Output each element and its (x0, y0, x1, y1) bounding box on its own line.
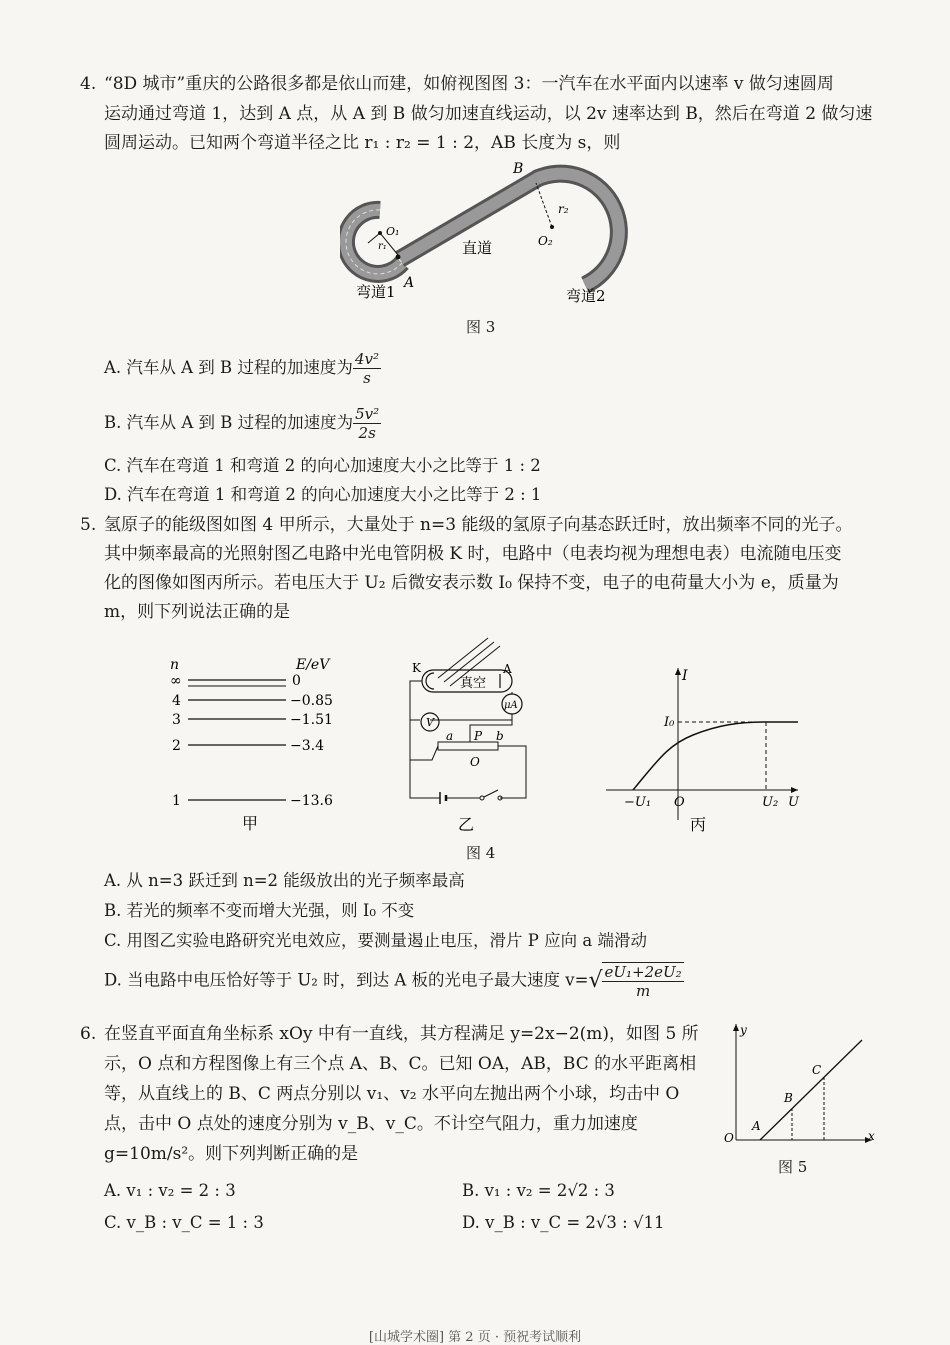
svg-text:−1.51: −1.51 (290, 712, 333, 728)
microammeter-label: μA (504, 700, 518, 711)
q5-line-4: m，则下列说法正确的是 (104, 602, 291, 622)
q6-number: 6. (80, 1024, 97, 1044)
label-r2: r₂ (558, 202, 569, 216)
svg-text:3: 3 (172, 712, 181, 728)
voltmeter-label: V (426, 716, 434, 729)
q5-number: 5. (80, 515, 97, 535)
q5-option-c: C. 用图乙实验电路研究光电效应，要测量遏止电压，滑片 P 应向 a 端滑动 (104, 931, 647, 950)
yi-caption: 乙 (458, 815, 475, 834)
figure-4-jia-energy-levels (160, 655, 350, 835)
figure-5-line-graph (720, 1018, 880, 1178)
level-inf (170, 673, 301, 689)
level-4 (172, 686, 333, 709)
q4-option-a: A. 汽车从 A 到 B 过程的加速度为 $\frac{\text{4v²}}{s}$ (104, 350, 379, 387)
svg-text:0: 0 (292, 673, 301, 689)
level-2 (172, 738, 324, 754)
q5-option-b: B. 若光的频率不变而增大光强，则 I₀ 不变 (104, 901, 415, 920)
q6-option-b: B. v₁ : v₂ = 2√2 : 3 (462, 1181, 615, 1200)
level-3 (172, 712, 333, 728)
q6-option-d: D. v_B : v_C = 2√3 : √11 (462, 1213, 665, 1232)
label-curve-2: 弯道2 (566, 287, 606, 305)
svg-text:−0.85: −0.85 (290, 693, 333, 709)
q4-option-d: D. 汽车在弯道 1 和弯道 2 的向心加速度大小之比等于 2 : 1 (104, 485, 542, 504)
q6-option-a: A. v₁ : v₂ = 2 : 3 (104, 1181, 236, 1200)
q4-option-c: C. 汽车在弯道 1 和弯道 2 的向心加速度大小之比等于 1 : 2 (104, 456, 541, 475)
label-P: P (474, 729, 483, 743)
q5-line-3: 化的图像如图丙所示。若电压大于 U₂ 后微安表示数 I₀ 保持不变，电子的电荷量大小为 e，质量为 (104, 573, 839, 593)
label-O1: O₁ (386, 225, 400, 238)
axis-y-label: y (740, 1023, 747, 1037)
q5-option-d: D. 当电路中电压恰好等于 U₂ 时，到达 A 板的光电子最大速度 v=√ $\frac{\text{eU₁+2eU₂}}{m}$ (104, 963, 682, 1000)
label-U2: U₂ (762, 795, 779, 810)
label-A-plate: A (503, 662, 512, 676)
level-1 (172, 793, 333, 809)
point-B-label: B (784, 1091, 793, 1105)
svg-text:−3.4: −3.4 (290, 738, 324, 754)
label-O-mid: O (470, 755, 480, 769)
q4-number: 4. (80, 74, 97, 94)
q6-line-5: g=10m/s²。则下列判断正确的是 (104, 1144, 359, 1164)
label-curve-1: 弯道1 (356, 283, 396, 301)
jia-caption: 甲 (242, 814, 259, 833)
label-I: I (682, 668, 688, 684)
label-I0: I₀ (664, 715, 675, 730)
label-b: b (496, 729, 504, 743)
q4-line-3: 圆周运动。已知两个弯道半径之比 r₁ : r₂ = 1 : 2，AB 长度为 s，则 (104, 133, 621, 153)
label-U: U (788, 795, 799, 810)
figure-3-caption: 图 3 (466, 318, 496, 336)
bing-caption: 丙 (690, 815, 707, 834)
figure-4-bing-iu-graph (598, 660, 808, 835)
e-axis-label: E/eV (296, 657, 330, 673)
n-axis-label: n (170, 657, 180, 673)
q4-line-1: “8D 城市”重庆的公路很多都是依山而建，如俯视图图 3：一汽车在水平面内以速率 v 做匀速圆周 (104, 74, 834, 94)
label-B: B (513, 161, 524, 177)
q6-line-4: 点，击中 O 点处的速度分别为 v_B、v_C。不计空气阻力，重力加速度 (104, 1114, 638, 1134)
label-O-origin: O (674, 795, 685, 810)
svg-text:2: 2 (172, 738, 181, 754)
q6-line-3: 等，从直线上的 B、C 两点分别以 v₁、v₂ 水平向左抛出两个小球，均击中 O (104, 1084, 680, 1104)
label-r1: r₁ (378, 241, 387, 252)
label-a: a (446, 729, 454, 743)
page-footer: [山城学术圈] 第 2 页 · 预祝考试顺利 (368, 1330, 582, 1345)
point-C-label: C (812, 1063, 822, 1077)
q4-line-2: 运动通过弯道 1，达到 A 点，从 A 到 B 做匀加速直线运动，以 2v 速率达到 B，然后在弯道 2 做匀速 (104, 104, 873, 124)
axis-x-label: x (868, 1129, 875, 1143)
label-vacuum: 真空 (460, 676, 487, 691)
label-A: A (404, 275, 415, 291)
figure-3-road-diagram (340, 155, 640, 315)
q6-line-1: 在竖直平面直角坐标系 xOy 中有一直线，其方程满足 y=2x−2(m)，如图 5 所 (104, 1024, 699, 1044)
label-O2: O₂ (538, 234, 553, 248)
q6-line-2: 示，O 点和方程图像上有三个点 A、B、C。已知 OA，AB，BC 的水平距离相 (104, 1054, 697, 1074)
q4-option-b: B. 汽车从 A 到 B 过程的加速度为 $\frac{\text{5v²}}{2s}$ (104, 405, 380, 442)
q5-option-a: A. 从 n=3 跃迁到 n=2 能级放出的光子频率最高 (104, 871, 465, 890)
q6-option-c: C. v_B : v_C = 1 : 3 (104, 1213, 264, 1232)
label-K: K (412, 661, 421, 675)
svg-text:4: 4 (172, 693, 181, 709)
figure-4-yi-circuit (400, 630, 550, 835)
figure-5-caption: 图 5 (778, 1158, 808, 1176)
svg-text:−13.6: −13.6 (290, 793, 333, 809)
q5-line-1: 氢原子的能级图如图 4 甲所示，大量处于 n=3 能级的氢原子向基态跃迁时，放出频率不同的光子。 (104, 515, 853, 535)
figure-4-caption: 图 4 (466, 844, 496, 862)
label-straight-road: 直道 (462, 239, 493, 257)
label-neg-U1: −U₁ (624, 795, 652, 810)
q5-line-2: 其中频率最高的光照射图乙电路中光电管阴极 K 时，电路中（电表均视为理想电表）电流随电压变 (104, 544, 842, 564)
point-A-label: A (752, 1119, 761, 1133)
svg-text:1: 1 (172, 793, 181, 809)
svg-text:∞: ∞ (170, 673, 182, 689)
origin-label: O (724, 1131, 734, 1145)
